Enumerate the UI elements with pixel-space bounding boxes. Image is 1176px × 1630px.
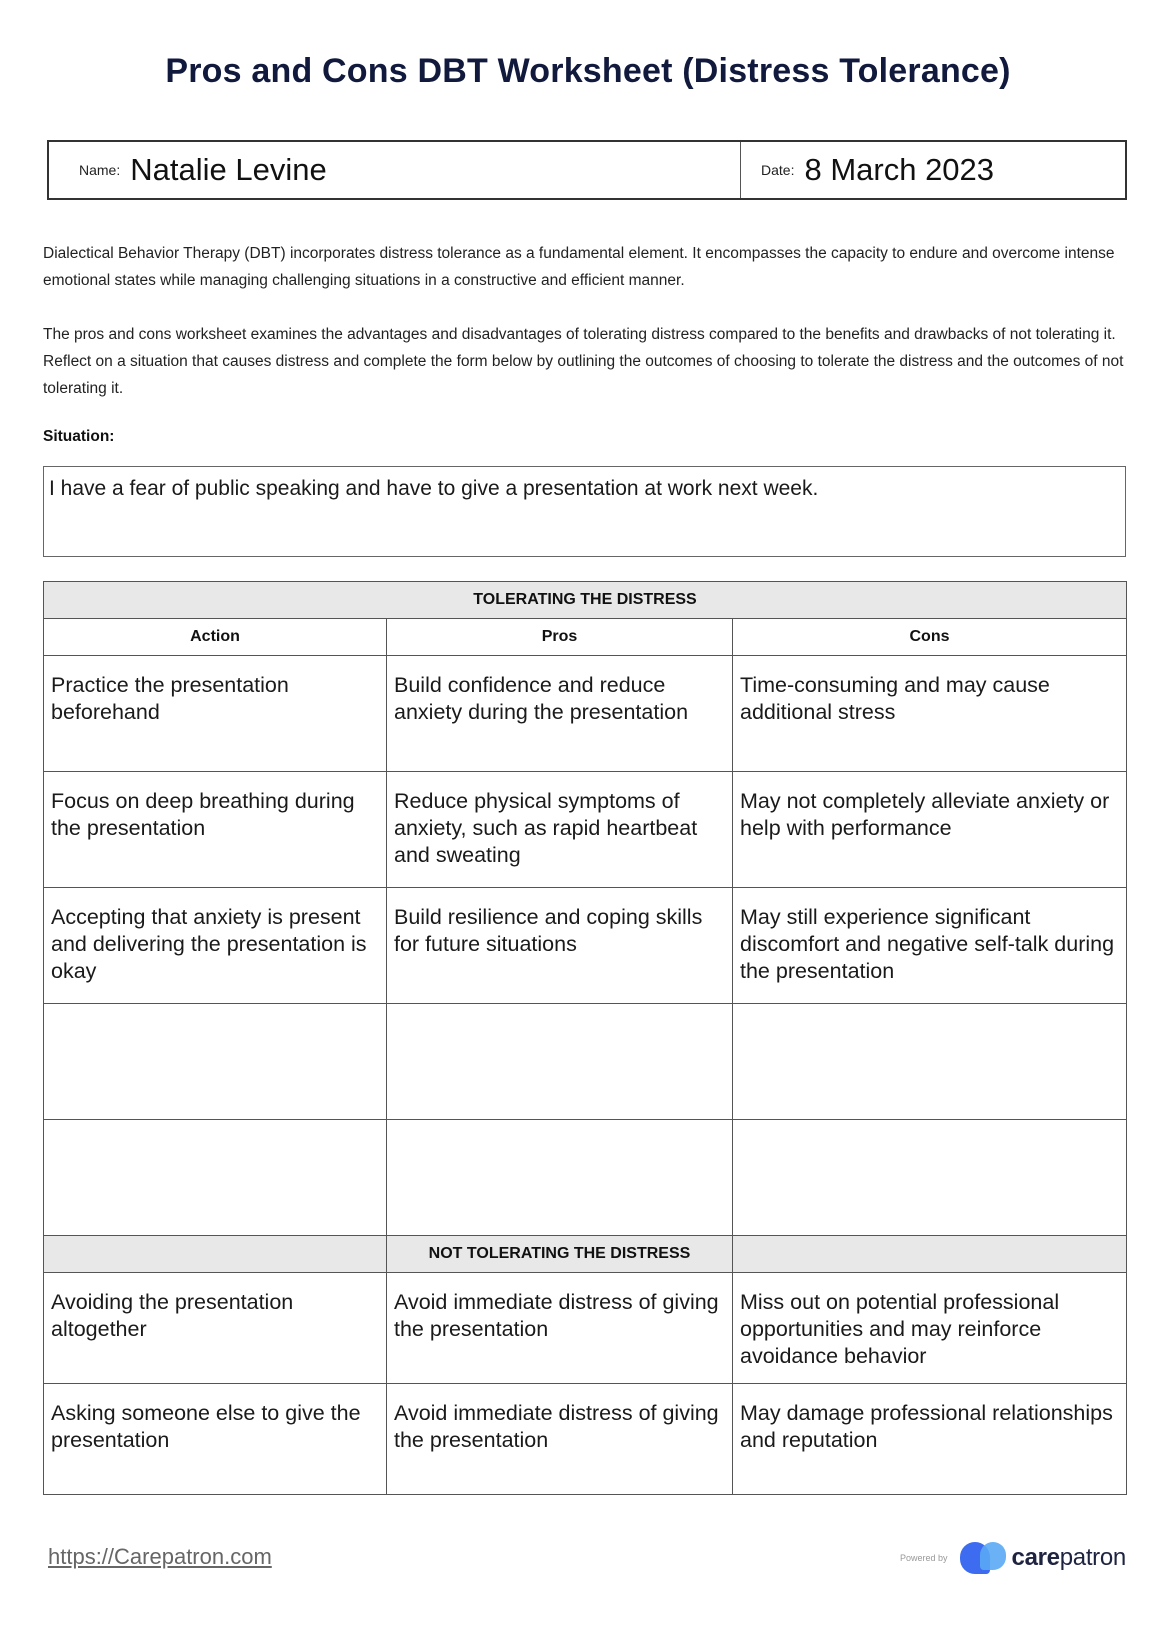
situation-field[interactable]: I have a fear of public speaking and have to give a presentation at work next week. (43, 466, 1126, 557)
column-header-pros: Pros (387, 619, 733, 656)
action-cell[interactable] (44, 1004, 387, 1120)
action-cell[interactable]: Focus on deep breathing during the presentation (44, 772, 387, 888)
table-row (44, 1004, 1127, 1120)
table-row (44, 1273, 1127, 1384)
action-cell[interactable]: Accepting that anxiety is present and delivering the presentation is okay (44, 888, 387, 1004)
cons-cell[interactable]: Time-consuming and may cause additional stress (733, 656, 1127, 772)
table-row (44, 888, 1127, 1004)
action-cell[interactable] (44, 1120, 387, 1236)
cons-cell[interactable] (733, 1004, 1127, 1120)
cons-cell[interactable]: Miss out on potential professional opportunities and may reinforce avoidance behavior (733, 1273, 1127, 1384)
cons-cell[interactable]: May damage professional relationships and reputation (733, 1384, 1127, 1495)
carepatron-logo-icon (960, 1540, 1008, 1576)
date-value: 8 March 2023 (804, 152, 995, 187)
section-header-not-tolerating: NOT TOLERATING THE DISTRESS (387, 1236, 733, 1273)
table-row (44, 656, 1127, 772)
table-row (44, 772, 1127, 888)
powered-by-label: Powered by (900, 1553, 948, 1563)
table-row (44, 1120, 1127, 1236)
section-header-spacer-right (733, 1236, 1127, 1273)
pros-cell[interactable]: Build resilience and coping skills for future situations (387, 888, 733, 1004)
cons-cell[interactable]: May still experience significant discomfort and negative self-talk during the presentation (733, 888, 1127, 1004)
name-date-box (47, 140, 1127, 200)
cons-cell[interactable] (733, 1120, 1127, 1236)
carepatron-wordmark: carepatron (1011, 1544, 1126, 1571)
action-cell[interactable]: Practice the presentation beforehand (44, 656, 387, 772)
pros-cell[interactable]: Reduce physical symptoms of anxiety, such as rapid heartbeat and sweating (387, 772, 733, 888)
intro-paragraph-1: Dialectical Behavior Therapy (DBT) incorporates distress tolerance as a fundamental element. It encompasses the capacity to endure and overcome intense emotional states while managing challenging situations in a constructive and efficient manner. (43, 245, 1115, 289)
carepatron-link[interactable]: https://Carepatron.com (48, 1544, 272, 1569)
page-title: Pros and Cons DBT Worksheet (Distress Tolerance) (165, 52, 1011, 90)
pros-cons-table (43, 581, 1127, 1495)
pros-cell[interactable] (387, 1120, 733, 1236)
column-header-action: Action (44, 619, 387, 656)
pros-cell[interactable]: Build confidence and reduce anxiety during the presentation (387, 656, 733, 772)
action-cell[interactable]: Asking someone else to give the presentation (44, 1384, 387, 1495)
date-field[interactable] (741, 142, 1125, 198)
pros-cell[interactable]: Avoid immediate distress of giving the presentation (387, 1384, 733, 1495)
name-value: Natalie Levine (130, 152, 327, 187)
carepatron-brand (900, 1540, 1126, 1576)
column-header-cons: Cons (733, 619, 1127, 656)
name-field[interactable] (49, 142, 741, 198)
cons-cell[interactable]: May not completely alleviate anxiety or help with performance (733, 772, 1127, 888)
pros-cell[interactable]: Avoid immediate distress of giving the presentation (387, 1273, 733, 1384)
date-label: Date: (761, 162, 795, 178)
section-header-tolerating: TOLERATING THE DISTRESS (44, 582, 1127, 619)
table-row (44, 1384, 1127, 1495)
action-cell[interactable]: Avoiding the presentation altogether (44, 1273, 387, 1384)
section-header-spacer-left (44, 1236, 387, 1273)
situation-label: Situation: (43, 428, 115, 445)
name-label: Name: (79, 162, 121, 178)
intro-paragraph-2: The pros and cons worksheet examines the advantages and disadvantages of tolerating distress compared to the benefits and drawbacks of not tolerating it. Reflect on a situation that causes distress and complete the form below by outlining the outcomes of choosing to tolerate the distress and the outcomes of not tolerating it. (43, 326, 1124, 397)
pros-cell[interactable] (387, 1004, 733, 1120)
